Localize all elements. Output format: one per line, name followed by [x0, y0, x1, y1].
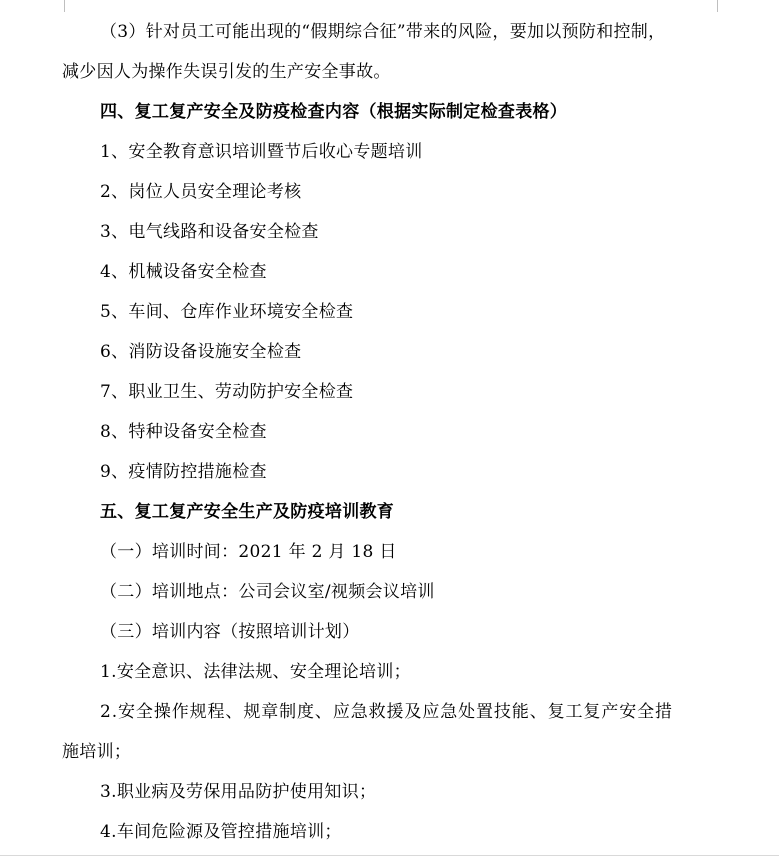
section-heading: 五、复工复产安全生产及防疫培训教育 — [100, 502, 395, 522]
list-item: 7、职业卫生、劳动防护安全检查 — [100, 382, 354, 402]
list-item: 5、车间、仓库作业环境安全检查 — [100, 302, 354, 322]
list-item: 3.职业病及劳保用品防护使用知识； — [100, 782, 377, 802]
list-item: 3、电气线路和设备安全检查 — [100, 222, 319, 242]
training-content-title: （三）培训内容（按照培训计划） — [100, 622, 360, 642]
list-item: 1.安全意识、法律法规、安全理论培训； — [100, 662, 411, 682]
section-heading: 四、复工复产安全及防疫检查内容（根据实际制定检查表格） — [100, 102, 568, 122]
list-item: 2.安全操作规程、规章制度、应急救援及应急处置技能、复工复产安全措 — [100, 702, 673, 722]
paragraph-line: 减少因人为操作失误引发的生产安全事故。 — [62, 62, 391, 82]
list-item-continuation: 施培训； — [62, 742, 132, 762]
list-item: 4.车间危险源及管控措施培训； — [100, 822, 342, 842]
training-place: （二）培训地点：公司会议室/视频会议培训 — [100, 582, 435, 602]
paragraph-line: （3）针对员工可能出现的“假期综合征”带来的风险，要加以预防和控制， — [100, 22, 666, 42]
list-item: 9、疫情防控措施检查 — [100, 462, 267, 482]
training-time: （一）培训时间：2021 年 2 月 18 日 — [100, 542, 397, 562]
list-item: 1、安全教育意识培训暨节后收心专题培训 — [100, 142, 423, 162]
page-corner-mark-left — [64, 0, 65, 12]
list-item: 8、特种设备安全检查 — [100, 422, 267, 442]
list-item: 2、岗位人员安全理论考核 — [100, 182, 302, 202]
page-corner-mark-right — [717, 0, 718, 12]
list-item: 6、消防设备设施安全检查 — [100, 342, 302, 362]
list-item: 4、机械设备安全检查 — [100, 262, 267, 282]
page-bottom-edge — [0, 855, 779, 856]
document-body — [62, 12, 722, 852]
